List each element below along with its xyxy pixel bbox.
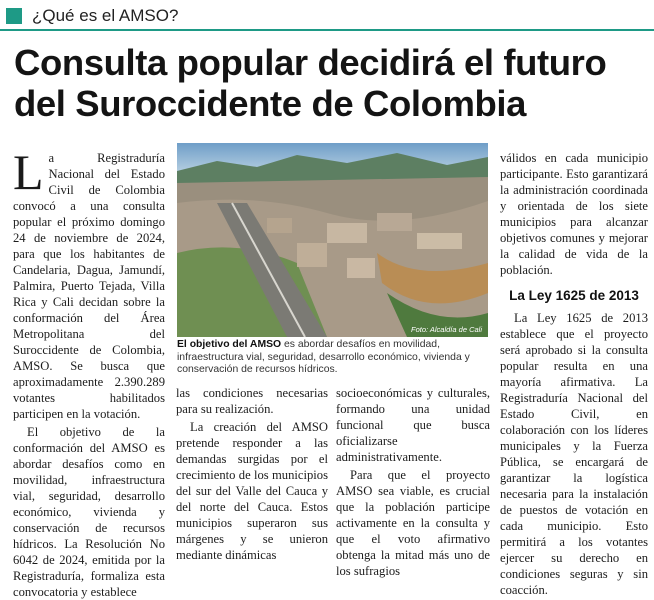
article-paragraph	[13, 144, 165, 422]
caption-lead: El objetivo del AMSO	[177, 339, 282, 350]
photo-credit: Foto: Alcaldía de Cali	[410, 325, 482, 334]
photo-caption	[177, 339, 488, 377]
article-paragraph: El objetivo de la conformación del AMSO es abordar desafíos como en movilidad, infraestructura vial, seguridad, desarrollo económico, vivienda y conservación de recursos hídricos. La Resolución No 6042 de 2024, emitida por la Registraduría, formaliza esta convocatoria y establece	[13, 425, 165, 599]
article-column-4	[500, 150, 648, 598]
article-paragraph: La creación del AMSO pretende responder a las demandas surgidas por el crecimiento de los municipios del sur del Valle del Cauca y del norte del Cauca. Estos municipios superaron sus márgenes y se unieron mediante dinámicas	[176, 420, 328, 562]
caption-text: es abordar desafíos en movilidad, infraestructura vial, seguridad, desarrollo económico, vivienda y conservación de recursos hídricos.	[177, 339, 470, 375]
section-label: ¿Qué es el AMSO?	[32, 6, 179, 25]
aerial-city-illustration	[177, 143, 488, 337]
article-paragraph: las condiciones necesarias para su realización.	[176, 386, 328, 416]
article-paragraph: Para que el proyecto AMSO sea viable, es crucial que la población participe activamente en la consulta y que el voto afirmativo obtenga la mitad más uno de los sufragios	[336, 468, 490, 578]
headline	[14, 42, 646, 124]
headline-line-1: Consulta popular decidirá el futuro	[14, 42, 607, 83]
article-column-1	[13, 144, 165, 600]
article-paragraph: La Ley 1625 de 2013 establece que el proyecto será aprobado si la consulta popular resulta en una mayoría afirmativa. La Registraduría Nacional del Estado Civil, en colaboración con los líderes municipales y la Fuerza Pública, se encargará de garantizar la logística necesaria para la instalación de puestos de votación en cada municipio. Esto permitirá a los votantes ejercer su derecho en condiciones seguras y sin coacción.	[500, 311, 648, 597]
article-column-2	[176, 385, 328, 563]
article-column-3	[336, 385, 490, 579]
subheading: La Ley 1625 de 2013	[509, 288, 639, 303]
drop-cap: L	[13, 144, 44, 200]
section-divider	[0, 29, 654, 31]
section-marker-square	[6, 8, 22, 24]
article-paragraph: válidos en cada municipio participante. Esto garantizará la administración coordinada y orientada de los siete municipios para alcanzar objetivos comunes y mejorar la calidad de vida de la población.	[500, 151, 648, 277]
article-paragraph-text: a Registraduría Nacional del Estado Civil de Colombia convocó a una consulta popular el próximo domingo 24 de noviembre de 2024, para que los habitantes de Candelaria, Dagua, Jamundí, Palmira, Puerto Tejada, Villa Rica y Cali decidan sobre la conformación del Área Metropolitana del Suroccidente de Colombia, AMSO. Se busca que aproximadamente 2.390.289 votantes habilitados participen en la votación.	[13, 151, 165, 421]
article-paragraph: socioeconómicas y culturales, formando una unidad funcional que busca oficializarse administrativamente.	[336, 386, 490, 464]
aerial-city-photo	[177, 143, 488, 337]
headline-line-2: del Suroccidente de Colombia	[14, 83, 527, 124]
section-kicker	[6, 5, 178, 27]
